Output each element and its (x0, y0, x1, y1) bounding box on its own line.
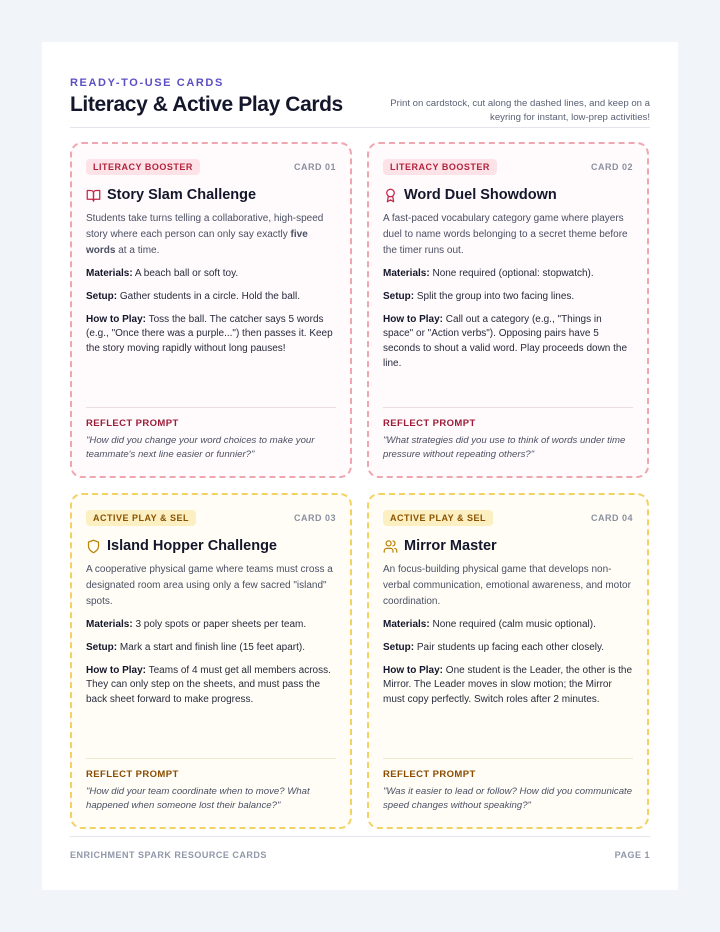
how-to-play-line: How to Play: Call out a category (e.g., "Things in space" or "Action verbs"). Opposing pairs have 5 seconds to shout a valid word. Play proceeds down the line. (383, 313, 628, 369)
card-description: An focus-building physical game that develops non-verbal communication, emotional awareness, and motor coordination. (383, 564, 631, 607)
reflect-prompt (86, 758, 336, 813)
header-divider (70, 127, 650, 128)
setup-line: Setup: Pair students up facing each other closely. (383, 641, 605, 653)
category-badge: LITERACY BOOSTER (383, 159, 497, 175)
materials-line: Materials: 3 poly spots or paper sheets per team. (86, 619, 307, 630)
resource-sheet (42, 42, 678, 890)
materials-line: Materials: A beach ball or soft toy. (86, 268, 239, 279)
card-description: A fast-paced vocabulary category game where players duel to name words belonging to a secret theme before the timer runs out. (383, 213, 628, 256)
setup-line: Setup: Split the group into two facing lines. (383, 290, 575, 302)
card-title: Word Duel Showdown (404, 187, 557, 203)
card-number: CARD 03 (293, 513, 336, 523)
card-description: A cooperative physical game where teams must cross a designated room area using only a few sacred "island" spots. (86, 564, 333, 607)
reflect-prompt (383, 758, 633, 813)
reflect-label: REFLECT PROMPT (86, 418, 179, 429)
setup-line: Setup: Gather students in a circle. Hold the ball. (86, 290, 300, 302)
book-open-icon (86, 188, 101, 203)
reflect-text: "How did you change your word choices to make your teammate's next line easier or funnier?" (86, 435, 315, 460)
materials-line: Materials: None required (calm music optional). (383, 619, 596, 630)
how-to-play-line: How to Play: Toss the ball. The catcher says 5 words (e.g., "Once there was a purple...") then passes it. Keep the story moving rapidly without long pauses! (86, 313, 333, 355)
category-badge: ACTIVE PLAY & SEL (86, 510, 196, 526)
reflect-prompt (383, 407, 633, 462)
card-number: CARD 01 (293, 162, 336, 172)
card-title: Story Slam Challenge (107, 187, 257, 203)
footer-source: ENRICHMENT SPARK RESOURCE CARDS (70, 850, 267, 860)
materials-line: Materials: None required (optional: stopwatch). (383, 268, 594, 279)
reflect-text: "What strategies did you use to think of words under time pressure without repeating others?" (383, 435, 626, 460)
award-ribbon-icon (383, 188, 398, 203)
card-description: Students take turns telling a collaborative, high-speed story where each person can only say exactly five words at a time. (86, 213, 324, 256)
reflect-label: REFLECT PROMPT (383, 769, 476, 780)
reflect-label: REFLECT PROMPT (86, 769, 179, 780)
page-subtitle: Print on cardstock, cut along the dashed lines, and keep on a keyring for instant, low-prep activities! (390, 98, 650, 123)
eyebrow-label: READY-TO-USE CARDS (70, 77, 224, 89)
card-title: Mirror Master (404, 538, 497, 554)
card-word-duel (367, 142, 649, 478)
reflect-label: REFLECT PROMPT (383, 418, 476, 429)
card-mirror-master (367, 493, 649, 829)
setup-line: Setup: Mark a start and finish line (15 feet apart). (86, 641, 305, 653)
shield-icon (86, 539, 101, 554)
how-to-play-line: How to Play: Teams of 4 must get all members across. They can only step on the sheets, and must pass the back sheet forward to make progress. (86, 664, 331, 706)
users-icon (383, 539, 398, 554)
page-number: PAGE 1 (614, 850, 650, 860)
reflect-text: "Was it easier to lead or follow? How did you communicate speed changes without speaking?" (383, 786, 633, 811)
how-to-play-line: How to Play: One student is the Leader, the other is the Mirror. The Leader moves in slow motion; the Mirror must copy perfectly. Switch roles after 2 minutes. (383, 664, 633, 706)
category-badge: LITERACY BOOSTER (86, 159, 200, 175)
reflect-prompt (86, 407, 336, 462)
card-number: CARD 02 (590, 162, 633, 172)
reflect-text: "How did your team coordinate when to move? What happened when someone lost their balance?" (86, 786, 310, 811)
card-title: Island Hopper Challenge (107, 538, 277, 554)
page-title: Literacy & Active Play Cards (70, 93, 343, 116)
category-badge: ACTIVE PLAY & SEL (383, 510, 493, 526)
card-story-slam (70, 142, 352, 478)
card-number: CARD 04 (590, 513, 633, 523)
footer-divider (70, 836, 650, 837)
card-island-hopper (70, 493, 352, 829)
